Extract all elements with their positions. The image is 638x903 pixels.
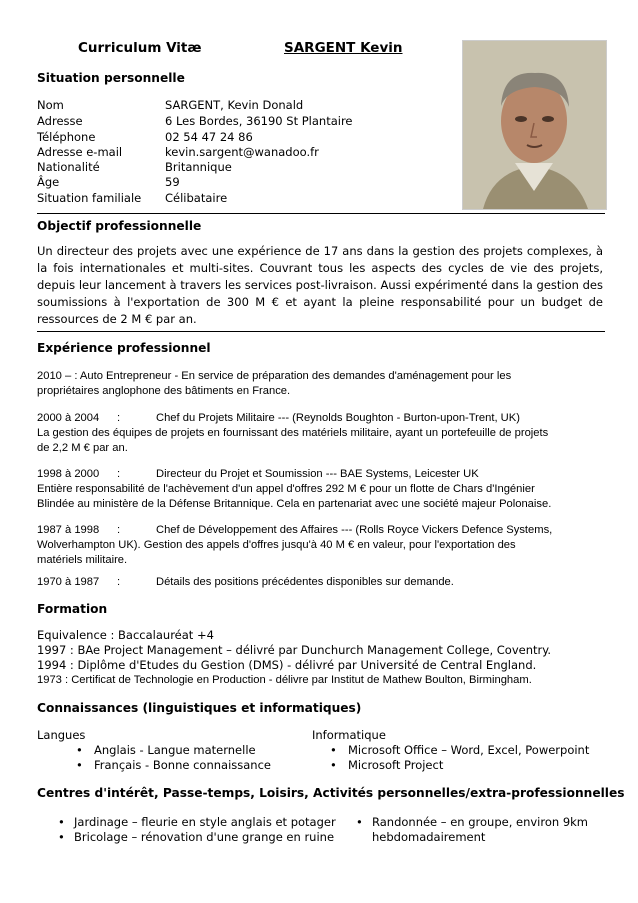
portrait-photo: [462, 40, 607, 210]
objective-paragraph: Un directeur des projets avec une expérience de 17 ans dans la gestion des projets complexes, à la fois internationales et multi-sites. Couvrant tous les aspects des cycles de vie des projets, depuis leur lancement à travers les services post-livraison. Aussi expérimenté dans la gestion des soumissions à l'exportation de 300 M € et ayant la pleine responsabilité pour un budget de ressources de 2 M € par an.: [37, 244, 603, 326]
list-item-continuation: hebdomadairement: [372, 830, 486, 844]
personal-row: [37, 175, 180, 190]
experience-sep: :: [117, 412, 121, 424]
experience-dates: 1998 à 2000: [37, 468, 100, 480]
email-value[interactable]: kevin.sargent@wanadoo.fr: [165, 145, 319, 159]
bullet-icon: •: [330, 758, 337, 772]
personal-label: Adresse: [37, 114, 83, 128]
personal-row: [37, 130, 253, 145]
section-title-experience: Expérience professionnel: [37, 341, 211, 355]
personal-row: [37, 160, 232, 175]
section-title-objective: Objectif professionnelle: [37, 219, 202, 233]
personal-value: SARGENT, Kevin Donald: [165, 98, 304, 112]
experience-role: Chef de Développement des Affaires --- (Rolls Royce Vickers Defence Systems,: [156, 524, 553, 536]
list-item: • Jardinage – fleurie en style anglais et potager: [58, 815, 336, 829]
personal-label: Nationalité: [37, 160, 100, 174]
personal-row: [37, 98, 303, 113]
experience-line: matériels militaire.: [37, 554, 128, 566]
personal-label: Adresse e-mail: [37, 145, 123, 159]
bullet-icon: •: [76, 743, 83, 757]
experience-role: Détails des positions précédentes disponibles sur demande.: [156, 576, 454, 588]
divider: [37, 331, 605, 332]
personal-row: [37, 191, 227, 206]
section-title-interests: Centres d'intérêt, Passe-temps, Loisirs, Activités personnelles/extra-professionnelles: [37, 786, 625, 800]
languages-title: Langues: [37, 728, 86, 742]
list-item: • Microsoft Office – Word, Excel, Powerpoint: [330, 743, 590, 757]
bullet-icon: •: [58, 830, 65, 844]
experience-line: de 2,2 M € par an.: [37, 442, 128, 454]
experience-role: Directeur du Projet et Soumission --- BAE Systems, Leicester UK: [156, 468, 479, 480]
personal-value: Célibataire: [165, 191, 228, 205]
formation-line: Equivalence : Baccalauréat +4: [37, 628, 214, 642]
section-title-personal: Situation personnelle: [37, 71, 185, 85]
formation-line: 1997 : BAe Project Management – délivré par Dunchurch Management College, Coventry.: [37, 643, 552, 657]
experience-sep: :: [117, 576, 121, 588]
personal-value: 02 54 47 24 86: [165, 130, 253, 144]
experience-sep: :: [117, 468, 121, 480]
list-item: • Randonnée – en groupe, environ 9km: [356, 815, 589, 829]
candidate-name: SARGENT Kevin: [284, 40, 403, 56]
formation-line: 1973 : Certificat de Technologie en Production - délivre par Institut de Mathew Boulton, Birmingham.: [37, 674, 532, 686]
personal-label: Situation familiale: [37, 191, 142, 205]
bullet-icon: •: [356, 815, 363, 829]
personal-label: Âge: [37, 175, 60, 189]
experience-dates: 2000 à 2004: [37, 412, 100, 424]
section-title-skills: Connaissances (linguistiques et informatiques): [37, 701, 362, 715]
experience-line: Blindée au ministère de la Défense Britannique. Cela en partenariat avec une société majeur Polonaise.: [37, 498, 552, 510]
experience-line: Entière responsabilité de l'achèvement d'un appel d'offres 292 M € pour un flotte de Chars d'Ingénier: [37, 483, 535, 495]
experience-line: propriétaires anglophone des bâtiments en France.: [37, 385, 291, 397]
experience-line: La gestion des équipes de projets en fournissant des matériels militaire, ayant un portefeuille de projets: [37, 427, 549, 439]
experience-dates: 1970 à 1987: [37, 576, 100, 588]
personal-row: [37, 145, 319, 160]
personal-row: [37, 114, 353, 129]
personal-value: 6 Les Bordes, 36190 St Plantaire: [165, 114, 353, 128]
formation-line: 1994 : Diplôme d'Etudes du Gestion (DMS) - délivré par Université de Central England.: [37, 658, 537, 672]
it-title: Informatique: [312, 728, 386, 742]
list-item: • Français - Bonne connaissance: [76, 758, 271, 772]
personal-label: Téléphone: [37, 130, 96, 144]
bullet-icon: •: [58, 815, 65, 829]
list-item: • Bricolage – rénovation d'une grange en ruine: [58, 830, 335, 844]
list-item: • Anglais - Langue maternelle: [76, 743, 256, 757]
personal-value: Britannique: [165, 160, 232, 174]
list-item: • Microsoft Project: [330, 758, 444, 772]
section-title-formation: Formation: [37, 602, 108, 616]
bullet-icon: •: [330, 743, 337, 757]
experience-dates: 1987 à 1998: [37, 524, 100, 536]
portrait-icon: [463, 41, 606, 209]
experience-role: Chef du Projets Militaire --- (Reynolds Boughton - Burton-upon-Trent, UK): [156, 412, 520, 424]
divider: [37, 213, 605, 214]
experience-sep: :: [117, 524, 121, 536]
cv-title: Curriculum Vitæ: [78, 40, 202, 56]
personal-value: 59: [165, 175, 180, 189]
experience-line: Wolverhampton UK). Gestion des appels d'offres jusqu'à 40 M € en valeur, pour l'exportation des: [37, 539, 516, 551]
personal-label: Nom: [37, 98, 64, 112]
bullet-icon: •: [76, 758, 83, 772]
experience-line: 2010 – : Auto Entrepreneur - En service de préparation des demandes d'aménagement pour les: [37, 370, 512, 382]
